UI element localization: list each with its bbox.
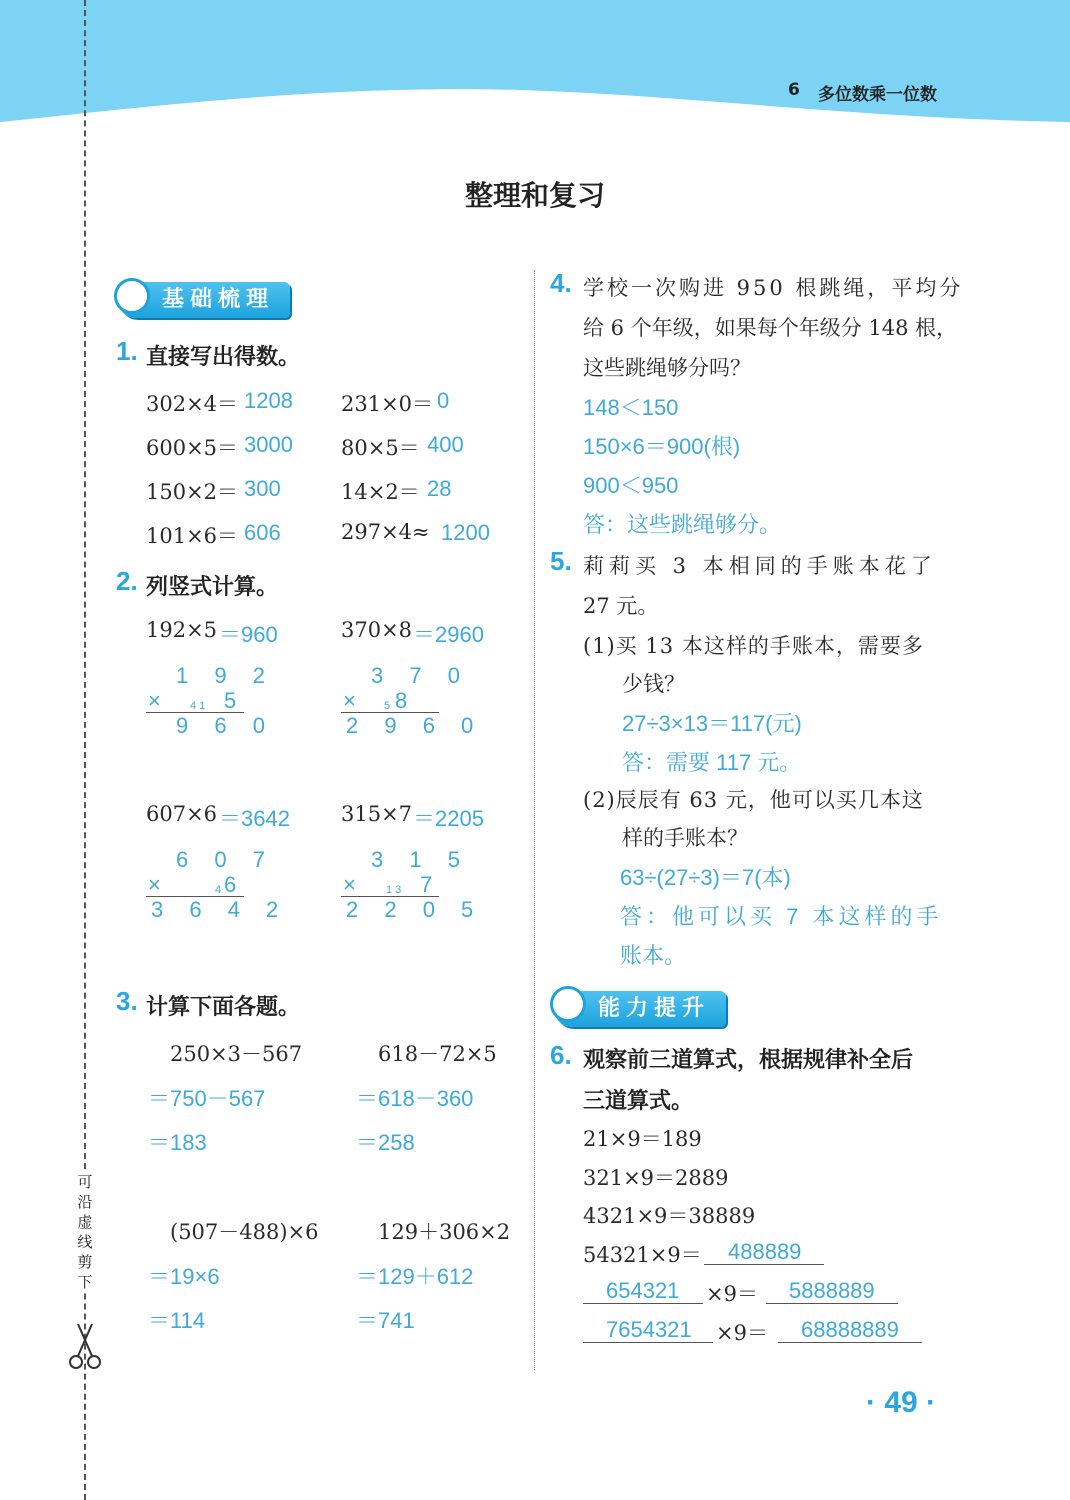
q2-times-4: × xyxy=(343,872,366,897)
q1-title: 直接写出得数。 xyxy=(146,345,301,370)
q6-row5-mid: ×9＝ xyxy=(706,1282,758,1306)
q1-ans-6: 28 xyxy=(427,476,452,501)
q2-mul-2: 8 xyxy=(395,688,418,713)
header-banner xyxy=(0,0,1070,130)
q3-expr-4: 129＋306×2 xyxy=(378,1220,511,1244)
q5-sub1-line-1: (1)买 13 本这样的手账本，需要多 xyxy=(583,634,924,658)
q5-sub1-ans-1: 27÷3×13＝117(元) xyxy=(622,711,802,736)
q3-step1-3: ＝19×6 xyxy=(148,1264,220,1289)
q2-ans-1: ＝960 xyxy=(219,622,278,647)
q2-carry-2: 5 xyxy=(384,700,391,712)
column-divider xyxy=(534,270,535,1370)
q6-row6-ans1: 7654321 xyxy=(606,1317,692,1342)
q6-given-3: 4321×9＝38889 xyxy=(583,1204,756,1228)
q4-ans-1: 148＜150 xyxy=(583,395,679,420)
q3-step2-1: ＝183 xyxy=(148,1130,207,1155)
q5-line-1: 莉莉买 3 本相同的手账本花了 xyxy=(583,554,937,578)
q1-ans-5: 300 xyxy=(244,476,281,501)
q2-times-2: × xyxy=(343,688,366,713)
q3-number: 3. xyxy=(116,986,138,1016)
q1-ans-2: 0 xyxy=(437,388,450,413)
q3-step1-1: ＝750－567 xyxy=(148,1086,266,1111)
q2-top-4: 3 1 5 xyxy=(371,847,470,872)
q2-ans-2: ＝2960 xyxy=(413,622,484,647)
q6-row5-ans2: 5888889 xyxy=(789,1278,875,1303)
q4-ans-3: 900＜950 xyxy=(583,473,679,498)
clock-icon xyxy=(114,278,150,314)
q6-given-1: 21×9＝189 xyxy=(583,1127,702,1151)
q6-row6-mid: ×9＝ xyxy=(716,1321,768,1345)
q2-mul-4: 7 xyxy=(420,872,443,897)
q2-result-2: 2 9 6 0 xyxy=(346,713,484,738)
q1-expr-5: 150×2＝ xyxy=(146,480,239,504)
q3-step1-2: ＝618－360 xyxy=(356,1086,474,1111)
q4-line-3: 这些跳绳够分吗？ xyxy=(583,356,751,380)
q2-mul-3: 6 xyxy=(224,872,247,897)
q1-expr-4: 80×5＝ xyxy=(341,436,420,460)
scissors-icon xyxy=(68,1322,102,1370)
q6-number: 6. xyxy=(550,1040,572,1070)
q4-number: 4. xyxy=(550,268,572,298)
q6-row4-expr: 54321×9＝ xyxy=(583,1243,702,1267)
q2-carry-4: 1 3 xyxy=(386,884,402,896)
q3-step2-2: ＝258 xyxy=(356,1130,415,1155)
q1-ans-8: 1200 xyxy=(441,520,490,545)
q5-sub2-ans-2: 答：他可以买 7 本这样的手 xyxy=(620,904,943,929)
q2-expr-2: 370×8 xyxy=(341,618,413,642)
q5-sub2-line-1: (2)辰辰有 63 元，他可以买几本这 xyxy=(583,788,924,812)
q4-ans-4: 答：这些跳绳够分。 xyxy=(583,512,782,537)
q2-mul-1: 5 xyxy=(224,688,247,713)
page-title: 整理和复习 xyxy=(464,179,605,212)
q6-given-2: 321×9＝2889 xyxy=(583,1166,729,1190)
q2-expr-3: 607×6 xyxy=(146,802,218,826)
q1-ans-3: 3000 xyxy=(244,432,293,457)
q4-ans-2: 150×6＝900(根) xyxy=(583,434,741,459)
section-basic-label: 基础梳理 xyxy=(162,287,275,312)
q1-ans-1: 1208 xyxy=(244,388,293,413)
q2-result-1: 9 6 0 xyxy=(176,713,275,738)
q2-times-1: × xyxy=(148,688,171,713)
q3-step2-3: ＝114 xyxy=(148,1308,206,1333)
q6-row6-ans2: 68888889 xyxy=(801,1317,899,1342)
q3-step2-4: ＝741 xyxy=(356,1308,415,1333)
q2-top-2: 3 7 0 xyxy=(371,663,470,688)
q1-expr-6: 14×2＝ xyxy=(341,480,420,504)
q6-line-1: 观察前三道算式，根据规律补全后 xyxy=(583,1048,914,1073)
section-ability-label: 能力提升 xyxy=(598,996,711,1021)
q2-top-3: 6 0 7 xyxy=(176,847,275,872)
q2-title: 列竖式计算。 xyxy=(146,575,279,600)
clock-icon xyxy=(550,986,586,1022)
q2-result-4: 2 2 0 5 xyxy=(346,897,484,922)
q2-expr-4: 315×7 xyxy=(341,802,413,826)
q4-line-1: 学校一次购进 950 根跳绳，平均分 xyxy=(583,276,964,300)
q1-expr-3: 600×5＝ xyxy=(146,436,239,460)
chapter-number: 6 xyxy=(788,80,800,100)
q5-sub2-ans-1: 63÷(27÷3)＝7(本) xyxy=(620,865,791,890)
q2-ans-3: ＝3642 xyxy=(219,806,290,831)
q1-expr-2: 231×0＝ xyxy=(341,392,434,416)
q2-carry-3: 4 xyxy=(215,884,222,896)
q3-title: 计算下面各题。 xyxy=(146,995,301,1020)
q2-top-1: 1 9 2 xyxy=(176,663,275,688)
q6-row5-ans1: 654321 xyxy=(606,1278,680,1303)
q4-line-2: 给 6 个年级，如果每个年级分 148 根， xyxy=(583,316,958,340)
q6-line-2: 三道算式。 xyxy=(583,1089,694,1114)
q2-number: 2. xyxy=(116,566,138,596)
q5-sub1-line-2: 少钱？ xyxy=(622,672,685,696)
q2-result-3: 3 6 4 2 xyxy=(151,897,289,922)
q3-expr-1: 250×3－567 xyxy=(170,1042,303,1066)
chapter-title: 多位数乘一位数 xyxy=(818,85,937,105)
q5-sub1-ans-2: 答：需要 117 元。 xyxy=(622,750,802,775)
page-number: · 49 · xyxy=(866,1386,937,1419)
q2-carry-1: 4 1 xyxy=(190,700,206,712)
cut-text: 可沿虚线剪下 xyxy=(77,1173,93,1291)
q1-ans-7: 606 xyxy=(244,520,281,545)
q1-expr-8: 297×4≈ xyxy=(341,520,430,544)
q3-step1-4: ＝129＋612 xyxy=(356,1264,474,1289)
q2-ans-4: ＝2205 xyxy=(413,806,484,831)
q3-expr-2: 618－72×5 xyxy=(378,1042,497,1066)
q3-expr-3: (507－488)×6 xyxy=(170,1220,319,1244)
q5-sub2-line-2: 样的手账本？ xyxy=(622,826,748,850)
q1-ans-4: 400 xyxy=(427,432,464,457)
q1-expr-1: 302×4＝ xyxy=(146,392,239,416)
q5-number: 5. xyxy=(550,546,572,576)
q5-sub2-ans-3: 账本。 xyxy=(620,943,687,968)
q5-line-2: 27 元。 xyxy=(583,594,659,618)
q2-times-3: × xyxy=(148,872,171,897)
q1-expr-7: 101×6＝ xyxy=(146,524,239,548)
q2-expr-1: 192×5 xyxy=(146,618,218,642)
q1-number: 1. xyxy=(116,336,138,366)
q6-row4-ans: 488889 xyxy=(728,1239,802,1264)
